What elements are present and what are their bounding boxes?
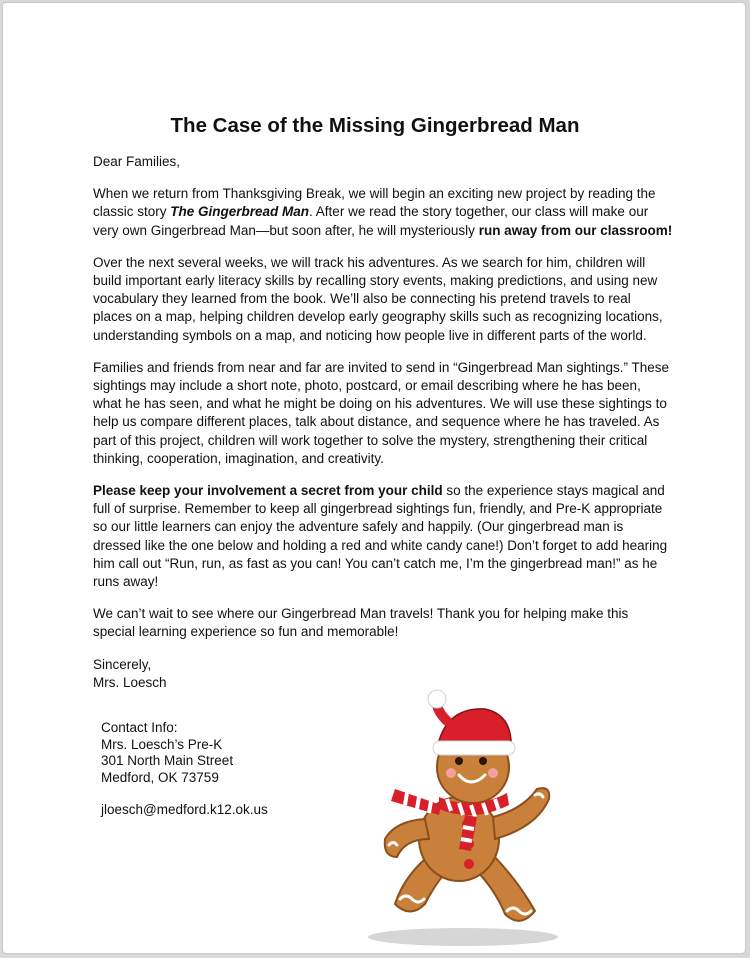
closing: Sincerely, [93,656,152,672]
contact-city: Medford, OK 73759 [101,769,219,785]
contact-heading: Contact Info: [101,720,178,735]
letter-page [2,2,746,954]
intro-text-a: When we return from Thanksgiving Break, we will begin an exciting new project by reading the classic story [93,186,656,220]
paragraph-secret [93,482,673,591]
intro-text-b: . After we read the story together, our class will make our very own Gingerbread Man—but soon after, he will mysteriously [93,204,649,238]
left-cheek [446,768,456,778]
paragraph-adventures: Over the next several weeks, we will track his adventures. As we search for him, children will build important early literacy skills by recalling story events, making predictions, and using new vocabulary they learned from the book. We’ll also be connecting his pretend travels to real places on a map, helping children develop early geography skills such as recognizing locations, understanding symbols on a map, and noticing how people live in different parts of the world. [93,254,663,343]
paragraph-thanks: We can’t wait to see where our Gingerbread Man travels! Thank you for helping make this special learning experience so fun and memorable! [93,606,629,640]
greeting: Dear Families, [93,154,181,169]
scarf-tail [391,789,441,815]
left-eye [455,757,463,765]
ground-shadow [368,928,558,946]
paragraph-sightings: Families and friends from near and far are invited to send in “Gingerbread Man sightings.” These sightings may include a short note, photo, postcard, or email describing where he has been, what he has seen, and what he might be doing on his adventures. We will use these sightings to help us compare different places, talk about distance, and sequence where he has traveled. As part of this project, children will work together to solve the mystery, strengthening their critical thinking, cooperation, imagination, and creativity. [93,359,670,466]
letter-title: The Case of the Missing Gingerbread Man [170,114,580,137]
hat-brim [433,741,515,755]
intro-bold-end: run away from our classroom! [478,222,673,238]
letter-body [93,153,673,692]
signature: Mrs. Loesch [93,674,167,690]
book-title: The Gingerbread Man [170,204,310,220]
contact-street: 301 North Main Street [101,753,234,769]
right-eye [479,757,487,765]
secret-bold: Please keep your involvement a secret from your child [93,483,443,499]
contact-info [101,720,268,819]
contact-email: jloesch@medford.k12.ok.us [101,802,268,818]
right-cheek [488,768,498,778]
hat-pompom [428,690,446,708]
paragraph-intro [93,185,673,240]
contact-school: Mrs. Loesch’s Pre-K [101,736,223,752]
secret-text: so the experience stays magical and full of surprise. Remember to keep all gingerbread sightings fun, friendly, and Pre-K appropriate so our little learners can enjoy the adventure safely and happily. (Our gingerbread man is dressed like the one below and holding a red and white candy cane!) Don’t forget to add hearing him call out “Run, run, as fast as you can! You can’t catch me, I’m the gingerbread man!” as he runs away! [93,483,668,590]
body-button [464,859,474,869]
gingerbread-man-illustration [355,689,565,949]
